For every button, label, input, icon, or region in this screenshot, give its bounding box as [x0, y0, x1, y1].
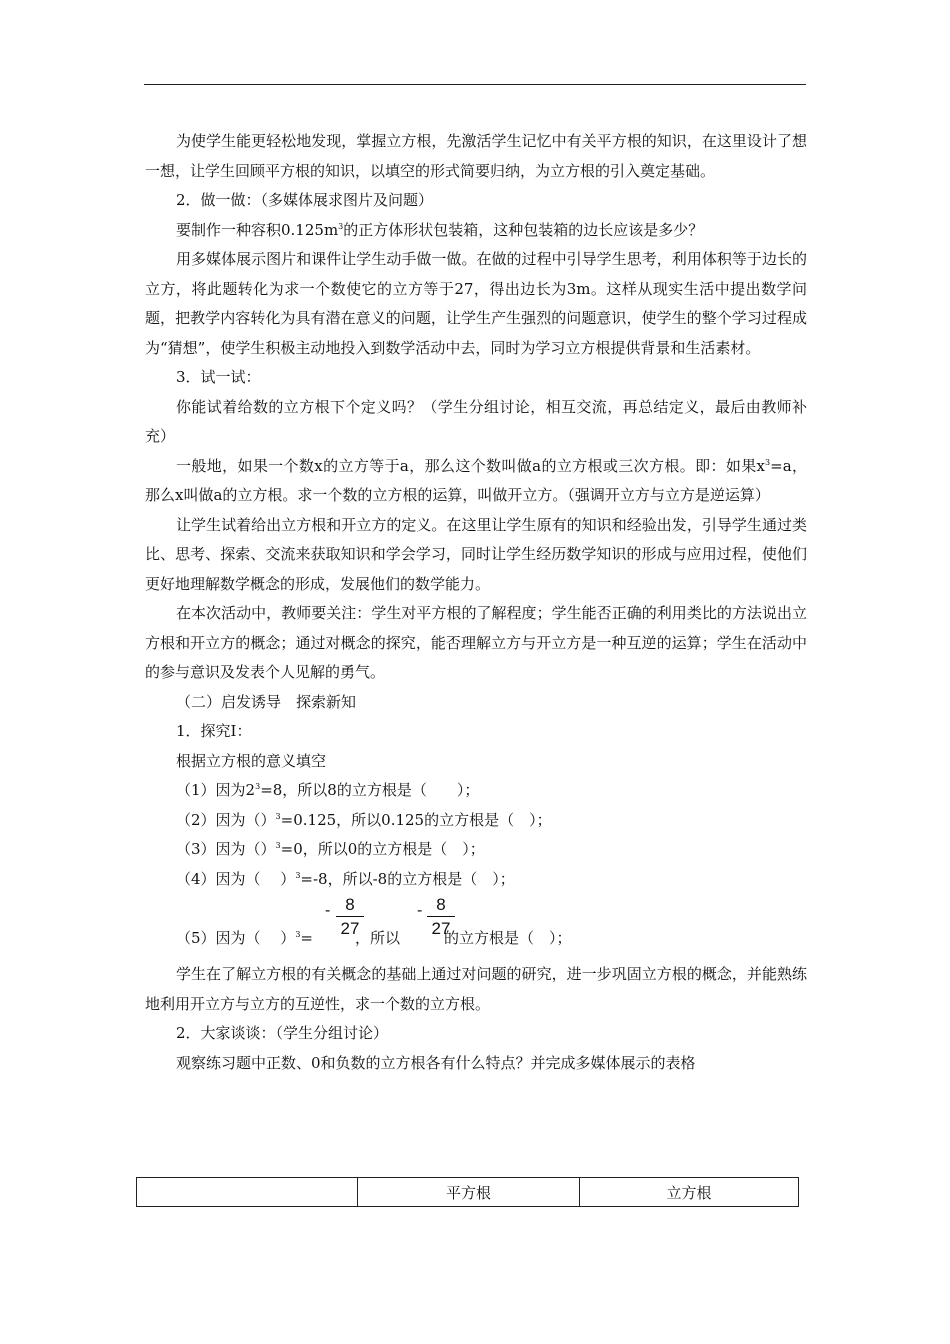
heading-explore-one: 1．探究Ⅰ：: [176, 722, 252, 740]
table-header-cell: 立方根: [580, 1178, 799, 1207]
exercise-4: （4）因为（ ）$^3$=-8，所以-8的立方根是（ ）；: [176, 869, 515, 888]
fraction-negative-8-over-27: $\frac{8}{27}$: [336, 894, 364, 939]
exercise-5-text: （5）因为（ ）$^3$= ，所以 的立方根是（ ）；: [176, 929, 572, 947]
header-rule: [144, 84, 806, 85]
heading-discussion: 2．大家谈谈：（学生分组讨论）: [176, 1024, 389, 1042]
fraction-negative-8-over-27: $\frac{8}{27}$: [427, 894, 455, 939]
paragraph-fill-blank-intro: 根据立方根的意义填空: [176, 751, 327, 770]
table-header-cell: [137, 1178, 358, 1207]
heading-section-two: （二）启发诱导 探索新知: [176, 692, 357, 711]
paragraph-intro: 为使学生能更轻松地发现，掌握立方根，先激活学生记忆中有关平方根的知识，在这里设计了想一想，让学生回顾平方根的知识，以填空的形式简要归纳，为立方根的引入奠定基础。: [145, 132, 807, 180]
exercise-2: （2）因为（）$^3$=0.125，所以0.125的立方根是（ ）；: [176, 810, 552, 829]
fraction-minus-sign: -: [325, 902, 331, 919]
paragraph-student-definition: 让学生试着给出立方根和开立方的定义。在这里让学生原有的知识和经验出发，引导学生通过类比、思考、探索、交流来获取知识和学会学习，同时让学生经历数学知识的形成与应用过程，使他们更好地理解数学概念的形成，发展他们的数学能力。: [145, 515, 807, 593]
paragraph-consolidate: 学生在了解立方根的有关概念的基础上通过对问题的研究，进一步巩固立方根的概念，并能熟练地利用开立方与立方的互逆性，求一个数的立方根。: [145, 965, 807, 1013]
paragraph-multimedia: 用多媒体展示图片和课件让学生动手做一做。在做的过程中引导学生思考，利用体积等于边长的立方，将此题转化为求一个数使它的立方等于27，得出边长为3m。这样从现实生活中提出数学问题，把教学内容转化为具有潜在意义的问题，让学生产生强烈的问题意识，使学生的整个学习过程成为“猜想”，使学生积极主动地投入到数学活动中去，同时为学习立方根提供背景和生活素材。: [145, 250, 807, 357]
heading-do-it: 2．做一做：（多媒体展求图片及问题）: [176, 191, 434, 209]
paragraph-observe: 观察练习题中正数、0和负数的立方根各有什么特点？并完成多媒体展示的表格: [176, 1053, 696, 1072]
document-body: [145, 127, 807, 1078]
paragraph-define-question: 你能试着给数的立方根下个定义吗？（学生分组讨论，相互交流，再总结定义，最后由教师补充）: [145, 397, 807, 445]
exercise-5: [145, 894, 807, 960]
exercise-3: （3）因为（）$^3$=0，所以0的立方根是（ ）；: [176, 840, 485, 858]
table-header-cell: 平方根: [358, 1178, 580, 1207]
exercise-1: （1）因为$2^3=8$，所以8的立方根是（ ）；: [176, 781, 480, 799]
heading-try-it: 3．试一试：: [176, 368, 261, 386]
paragraph-definition: 一般地，如果一个数x的立方等于a，那么这个数叫做a的立方根或三次方根。即：如果$x^3=a$，那么x叫做a的立方根。求一个数的立方根的运算，叫做开立方。（强调开立方与立方是逆运算）: [145, 456, 808, 504]
paragraph-teacher-focus: 在本次活动中，教师要关注：学生对平方根的了解程度；学生能否正确的利用类比的方法说出立方根和开立方的概念；通过对概念的探究，能否理解立方与开立方是一种互逆的运算；学生在活动中的参与意识及发表个人见解的勇气。: [145, 604, 807, 681]
paragraph-box-question: 要制作一种容积$0.125m^3$的正方体形状包装箱，这种包装箱的边长应该是多少？: [176, 220, 704, 239]
fraction-minus-sign: -: [417, 902, 423, 919]
comparison-table: [136, 1177, 799, 1207]
table-row: [137, 1178, 799, 1207]
